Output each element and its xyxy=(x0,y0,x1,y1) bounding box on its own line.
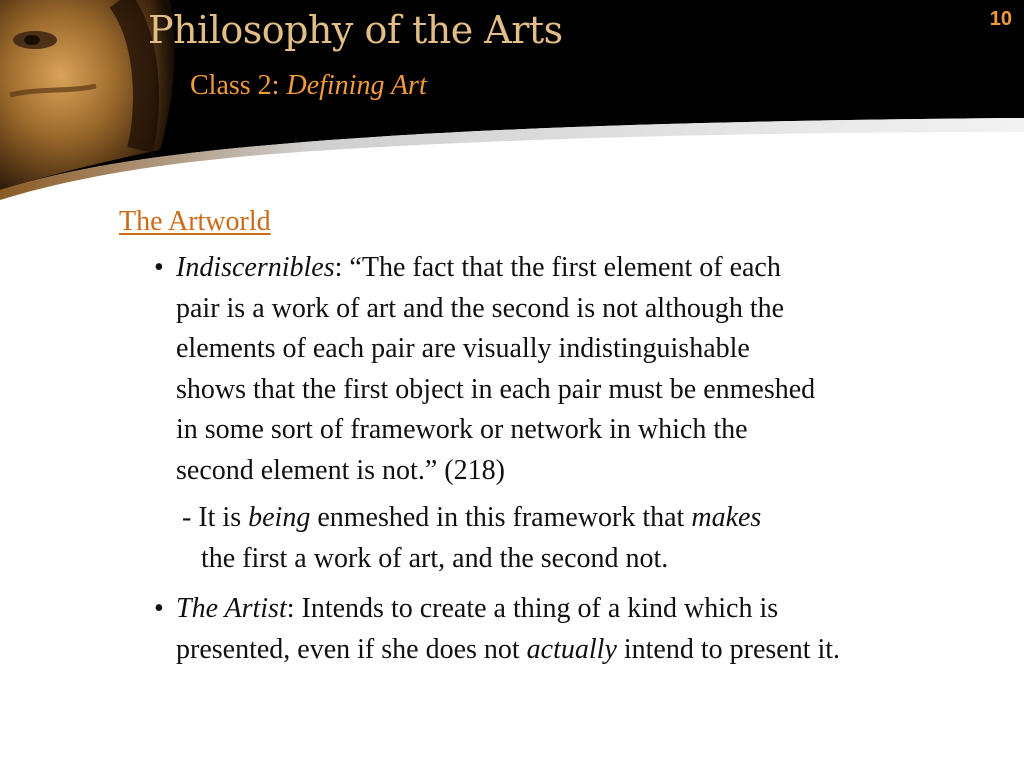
subtitle-italic: Defining Art xyxy=(286,70,427,101)
sub-italic-makes: makes xyxy=(691,502,762,533)
bullet-text: presented, even if she does not xyxy=(176,633,520,665)
sub-line xyxy=(182,498,761,539)
bullet-line xyxy=(176,630,1006,671)
bullet-line: in some sort of framework or network in which the xyxy=(176,414,748,445)
bullet-line xyxy=(176,589,1006,630)
class-subtitle xyxy=(190,70,427,102)
bullet-text: intend to present it. xyxy=(623,633,841,665)
sub-middle-text: enmeshed in this framework that xyxy=(317,502,685,533)
bullet-indiscernibles xyxy=(154,248,976,491)
bullet-artist xyxy=(154,589,1006,670)
bullet-term: The Artist xyxy=(176,593,287,624)
bullet-line: shows that the first object in each pair must be enmeshed xyxy=(176,373,816,405)
bullet-marker: • xyxy=(154,593,164,624)
bullet-marker: • xyxy=(154,252,164,283)
sub-line: the first a work of art, and the second not. xyxy=(201,542,669,574)
bullet-line: pair is a work of art and the second is not although the xyxy=(176,292,785,324)
bullet-line: second element is not.” (218) xyxy=(176,454,505,486)
bullet-text: : Intends to create a thing of a kind which is xyxy=(286,593,779,624)
section-heading: The Artworld xyxy=(119,206,271,237)
bullet-line xyxy=(176,248,976,289)
bullet-text: : “The fact that the first element of each xyxy=(334,252,781,283)
bullet-term: Indiscernibles xyxy=(176,252,335,283)
sub-point xyxy=(182,498,761,579)
bullet-italic-actually: actually xyxy=(526,633,617,665)
sub-dash-text: - It is xyxy=(182,502,242,533)
sub-italic-being: being xyxy=(248,502,311,533)
app-title: Philosophy of the Arts xyxy=(148,8,563,52)
subtitle-prefix: Class 2: xyxy=(190,70,280,101)
page-number: 10 xyxy=(989,8,1012,30)
bullet-line: elements of each pair are visually indistinguishable xyxy=(176,333,750,364)
